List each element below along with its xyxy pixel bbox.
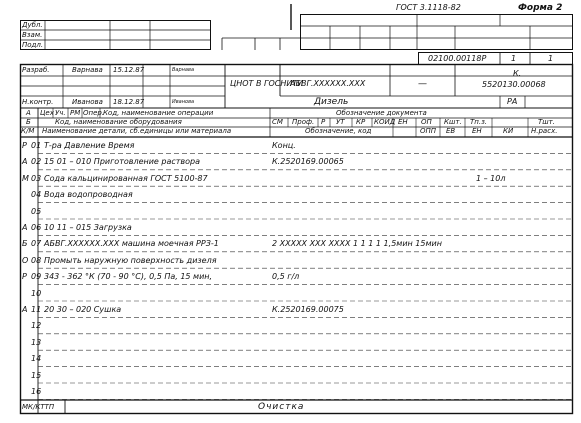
row-key: Р (22, 141, 27, 150)
footer-mk: МК/КТТП (22, 403, 55, 411)
row-key: А (22, 157, 28, 167)
header-km-right: Обозначение, код (305, 127, 372, 135)
row-number: 05 (31, 206, 42, 216)
razrab-signature: Варнава (172, 67, 195, 73)
row-key: О (22, 255, 29, 265)
row-number: 04 (31, 190, 42, 200)
row-number: 01 (31, 141, 42, 150)
nkontr-name: Иванова (72, 98, 103, 106)
header-km-col-1: ЕВ (446, 127, 456, 135)
header-b-key: Б (26, 118, 31, 126)
header-b-col-10: Тшт. (538, 118, 555, 126)
row-code: Конц. (272, 141, 296, 150)
row-text: Т-ра Давление Время (44, 141, 135, 150)
header-b-text: Код, наименование оборудования (55, 118, 182, 126)
header-km-col-3: КИ (503, 127, 514, 135)
header-b-col-8: Кшт. (444, 118, 462, 126)
header-b-col-9: Тп.з. (470, 118, 488, 126)
header-b-col-3: УТ (336, 118, 345, 126)
header-b-col-2: Р (321, 118, 326, 126)
header-b-col-6: ЕН (398, 118, 408, 126)
header-b-col-5: КОИД (374, 118, 396, 126)
row-text: АБВГ.ХХХХХХ.ХХХ машина моечная РРЗ-1 (44, 239, 219, 249)
header-km-key: К/М (21, 127, 35, 135)
header-a-col-1: Уч. (55, 109, 66, 117)
row-code: 0,5 г/л (272, 272, 300, 282)
nkontr-label: Н.контр. (22, 98, 54, 106)
row-text: Сода кальцинированная ГОСТ 5100-87 (44, 173, 208, 183)
nkontr-signature: Иванова (172, 99, 195, 105)
organization: ЦНОТ В ГОСНИТИ (230, 79, 304, 88)
sheet-count: 1 (548, 54, 554, 63)
header-a-col-2: РМ (70, 109, 81, 117)
row-number: 16 (31, 387, 42, 396)
row-text: 10 11 – 015 Загрузка (44, 223, 132, 232)
row-number: 12 (31, 321, 42, 331)
stamp-podl: Подл. (22, 41, 44, 49)
header-b-col-0: СМ (272, 118, 283, 126)
k-number: 5520130.00068 (482, 80, 546, 89)
header-b-col-4: КР (356, 118, 366, 126)
header-km-col-0: ОПП (420, 127, 437, 135)
stamp-dubl: Дубл. (22, 21, 43, 29)
header-a-col-4: Код, наименование операции (103, 109, 214, 117)
header-b-col-7: ОП (421, 118, 432, 126)
row-number: 07 (31, 239, 42, 249)
header-a-right: Обозначение документа (336, 109, 427, 117)
sheet-number: 1 (511, 54, 517, 63)
row-extra: 1 – 10л (476, 173, 506, 183)
razrab-name: Варнава (72, 66, 103, 74)
header-a-col-0: Цех (40, 109, 54, 117)
row-code: 2 ХХХХХ ХХХ ХХХХ 1 1 1 1 1,5мин 15мин (272, 239, 442, 249)
k-label: К. (513, 69, 522, 78)
row-number: 14 (31, 354, 42, 364)
razrab-label: Разраб. (22, 66, 50, 74)
row-key: Б (22, 239, 28, 249)
row-code: К.2520169.00065 (272, 157, 344, 167)
header-a-col-3: Опер. (83, 109, 105, 117)
footer-title: Очистка (258, 402, 305, 412)
row-code: К.2520169.00075 (272, 305, 344, 314)
row-number: 10 (31, 288, 42, 298)
row-text: 20 30 – 020 Сушка (44, 305, 122, 314)
nkontr-date: 18.12.87 (113, 98, 145, 106)
row-text: Промыть наружную поверхность дизеля (44, 255, 217, 265)
header-b-col-1: Проф. (292, 118, 315, 126)
razrab-date: 15.12.87 (113, 66, 145, 74)
ra-label: РА (507, 97, 518, 106)
header-km-text: Наименование детали, сб.единицы или материала (42, 127, 232, 135)
standard-label: ГОСТ 3.1118-82 (396, 3, 461, 12)
row-key: Р (22, 272, 27, 282)
row-number: 03 (31, 173, 42, 183)
row-text: Вода водопроводная (44, 190, 133, 200)
row-key: А (22, 223, 28, 232)
designation-dash: — (418, 79, 427, 89)
row-number: 02 (31, 157, 42, 167)
row-key: М (22, 173, 29, 183)
form-label: Форма 2 (518, 3, 563, 13)
row-number: 09 (31, 272, 42, 282)
header-km-col-4: Н.расх. (531, 127, 558, 135)
row-key: А (22, 305, 28, 314)
row-text: 343 - 362 °К (70 - 90 °С), 0,5 Па, 15 мин, (44, 272, 213, 282)
row-text: 15 01 – 010 Приготовление раствора (44, 157, 201, 167)
stamp-vzam: Взам. (22, 31, 43, 39)
doc-code: 02100.00118Р (428, 54, 487, 63)
designation: АБВГ.ХХХХХХ.ХХХ (290, 79, 366, 88)
header-km-col-2: ЕН (472, 127, 482, 135)
row-number: 13 (31, 337, 42, 347)
header-a-key: А (26, 109, 31, 117)
row-number: 06 (31, 223, 42, 232)
row-number: 08 (31, 255, 42, 265)
row-number: 15 (31, 370, 42, 380)
row-number: 11 (31, 305, 42, 314)
product-name: Дизель (314, 97, 349, 107)
